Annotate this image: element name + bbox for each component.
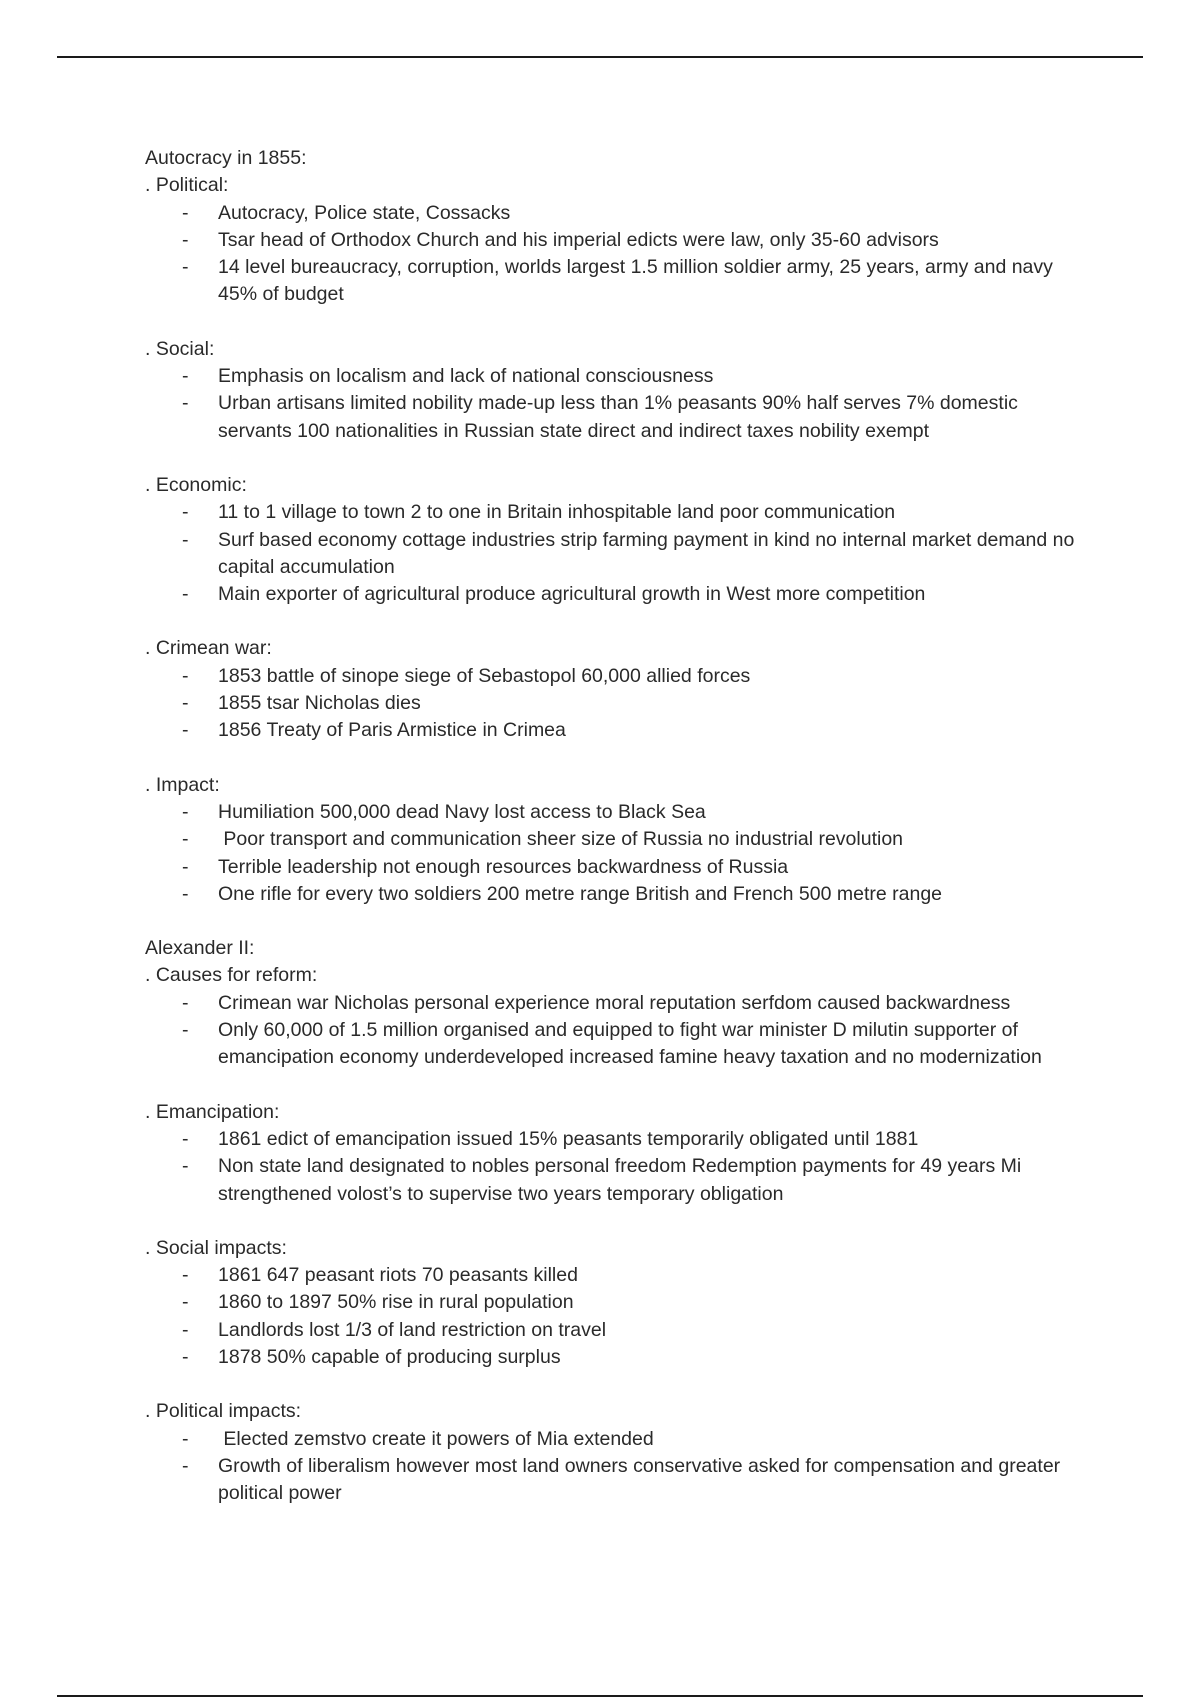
list-item — [145, 1289, 1075, 1316]
dash-bullet: - — [182, 882, 189, 905]
list-item-text: 1861 edict of emancipation issued 15% peasants temporarily obligated until 1881 — [218, 1127, 919, 1150]
list-item-text: One rifle for every two soldiers 200 metre range British and French 500 metre range — [218, 882, 943, 905]
list-item — [145, 1126, 1075, 1153]
dash-bullet: - — [182, 1291, 189, 1314]
list-item — [145, 254, 1075, 309]
list-item — [145, 499, 1075, 526]
list-item — [145, 990, 1075, 1017]
list-item — [145, 390, 1075, 445]
list-item-text: 1855 tsar Nicholas dies — [218, 692, 421, 715]
list-item-text: Urban artisans limited nobility made-up less than 1% peasants 90% half serves 7% domestic servants 100 nationalities in Russian state direct and indirect taxes nobility exempt — [218, 392, 1018, 442]
dash-bullet: - — [182, 392, 189, 415]
bottom-rule — [57, 1695, 1143, 1697]
list-item-text: 1860 to 1897 50% rise in rural population — [218, 1291, 574, 1314]
list-item-text: Non state land designated to nobles personal freedom Redemption payments for 49 years Mi strengthened volost’s to supervise two years temporary obligation — [218, 1155, 1022, 1205]
dash-bullet: - — [182, 719, 189, 742]
document-body — [145, 145, 1075, 1534]
bullet-list — [145, 499, 1075, 608]
list-item — [145, 717, 1075, 744]
list-item-text: Elected zemstvo create it powers of Mia extended — [218, 1427, 654, 1450]
list-item-text: Only 60,000 of 1.5 million organised and equipped to fight war minister D milutin supporter of emancipation economy underdeveloped increased famine heavy taxation and no modernization — [218, 1019, 1042, 1069]
dash-bullet: - — [182, 528, 189, 551]
section-heading: Alexander II: — [145, 937, 255, 960]
section-heading: . Emancipation: — [145, 1100, 280, 1123]
list-item — [145, 1153, 1075, 1208]
list-item — [145, 1344, 1075, 1371]
list-item-text: 1853 battle of sinope siege of Sebastopol 60,000 allied forces — [218, 664, 751, 687]
list-item-text: Surf based economy cottage industries strip farming payment in kind no internal market demand no capital accumulation — [218, 528, 1075, 578]
list-item — [145, 363, 1075, 390]
list-item — [145, 200, 1075, 227]
section-heading: Autocracy in 1855: — [145, 147, 307, 169]
list-item-text: Autocracy, Police state, Cossacks — [218, 201, 511, 224]
top-rule — [57, 56, 1143, 58]
section-impact — [145, 772, 1075, 908]
list-item — [145, 881, 1075, 908]
dash-bullet: - — [182, 1345, 189, 1368]
list-item — [145, 663, 1075, 690]
dash-bullet: - — [182, 228, 189, 251]
list-item-text: Growth of liberalism however most land owners conservative asked for compensation and greater political power — [218, 1454, 1061, 1505]
section-economic — [145, 472, 1075, 608]
list-item — [145, 227, 1075, 254]
dash-bullet: - — [182, 583, 189, 606]
bullet-list — [145, 1426, 1075, 1508]
list-item-text: Landlords lost 1/3 of land restriction on travel — [218, 1318, 607, 1341]
bullet-list — [145, 990, 1075, 1072]
list-item — [145, 1426, 1075, 1453]
list-item-text: Tsar head of Orthodox Church and his imperial edicts were law, only 35-60 advisors — [218, 228, 939, 251]
bullet-list — [145, 1262, 1075, 1371]
dash-bullet: - — [182, 991, 189, 1014]
list-item — [145, 1017, 1075, 1072]
section-heading: . Social: — [145, 337, 215, 360]
list-item-text: 1861 647 peasant riots 70 peasants killed — [218, 1264, 578, 1287]
dash-bullet: - — [182, 365, 189, 388]
section-causes-for-reform — [145, 962, 1075, 1071]
dash-bullet: - — [182, 256, 189, 279]
section-alexander-ii — [145, 935, 1075, 962]
bullet-list — [145, 663, 1075, 745]
dash-bullet: - — [182, 828, 189, 851]
list-item-text: 1878 50% capable of producing surplus — [218, 1345, 561, 1368]
section-social-impacts — [145, 1235, 1075, 1371]
section-heading: . Political impacts: — [145, 1400, 302, 1423]
section-heading: . Political: — [145, 174, 229, 197]
list-item — [145, 826, 1075, 853]
list-item — [145, 799, 1075, 826]
dash-bullet: - — [182, 855, 189, 878]
dash-bullet: - — [182, 1427, 189, 1450]
bullet-list — [145, 799, 1075, 908]
section-autocracy-1855 — [145, 145, 1075, 172]
section-heading: . Impact: — [145, 773, 220, 796]
list-item-text: 1856 Treaty of Paris Armistice in Crimea — [218, 719, 566, 742]
section-heading: . Crimean war: — [145, 637, 272, 660]
list-item-text: Humiliation 500,000 dead Navy lost access to Black Sea — [218, 800, 706, 823]
dash-bullet: - — [182, 201, 189, 224]
section-crimean-war — [145, 635, 1075, 744]
bullet-list — [145, 363, 1075, 445]
section-emancipation — [145, 1099, 1075, 1208]
section-political-impacts — [145, 1398, 1075, 1507]
dash-bullet: - — [182, 1127, 189, 1150]
section-political — [145, 172, 1075, 308]
bullet-list — [145, 1126, 1075, 1208]
dash-bullet: - — [182, 692, 189, 715]
dash-bullet: - — [182, 501, 189, 524]
dash-bullet: - — [182, 800, 189, 823]
section-heading: . Social impacts: — [145, 1236, 287, 1259]
dash-bullet: - — [182, 1318, 189, 1341]
list-item — [145, 1453, 1075, 1508]
list-item-text: 11 to 1 village to town 2 to one in Britain inhospitable land poor communication — [218, 501, 896, 524]
list-item-text: Emphasis on localism and lack of national consciousness — [218, 365, 714, 388]
dash-bullet: - — [182, 1019, 189, 1042]
dash-bullet: - — [182, 1264, 189, 1287]
list-item-text: Crimean war Nicholas personal experience moral reputation serfdom caused backwardness — [218, 991, 1011, 1014]
list-item-text: Terrible leadership not enough resources backwardness of Russia — [218, 855, 789, 878]
bullet-list — [145, 200, 1075, 309]
section-heading: . Causes for reform: — [145, 964, 318, 987]
list-item — [145, 1262, 1075, 1289]
list-item — [145, 581, 1075, 608]
list-item-text: Main exporter of agricultural produce agricultural growth in West more competition — [218, 583, 926, 606]
section-heading: . Economic: — [145, 473, 247, 496]
list-item — [145, 690, 1075, 717]
list-item-text: Poor transport and communication sheer size of Russia no industrial revolution — [218, 828, 904, 851]
list-item — [145, 854, 1075, 881]
list-item-text: 14 level bureaucracy, corruption, worlds largest 1.5 million soldier army, 25 years, army and navy 45% of budget — [218, 256, 1053, 306]
dash-bullet: - — [182, 1454, 189, 1477]
list-item — [145, 1317, 1075, 1344]
dash-bullet: - — [182, 1155, 189, 1178]
dash-bullet: - — [182, 664, 189, 687]
section-social — [145, 336, 1075, 445]
list-item — [145, 527, 1075, 582]
